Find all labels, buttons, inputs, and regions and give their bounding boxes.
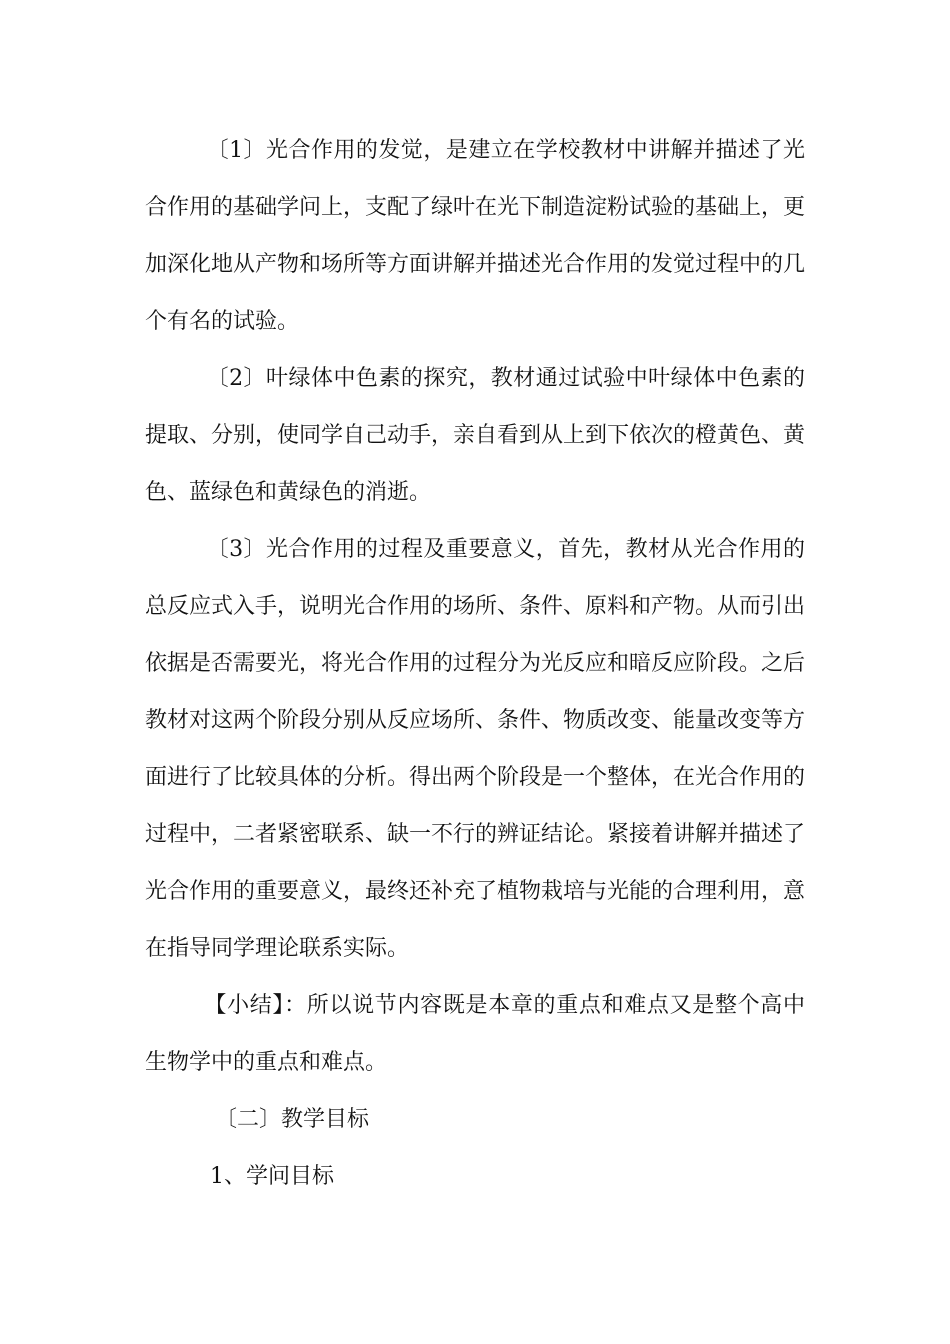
subsection-heading-knowledge-goals: 1、学问目标 [210, 1164, 334, 1189]
paragraph-discovery: 〔1〕光合作用的发觉，是建立在学校教材中讲解并描述了光合作用的基础学问上，支配了绿叶在光下制造淀粉试验的基础上，更加深化地从产物和场所等方面讲解并描述光合作用的发觉过程中的几个有名的试验。 [145, 138, 806, 334]
document-body [145, 122, 805, 1205]
section-heading-teaching-goals: 〔二〕教学目标 [215, 1107, 370, 1132]
paragraph-summary: 【小结】：所以说节内容既是本章的重点和难点又是整个高中生物学中的重点和难点。 [145, 993, 805, 1075]
paragraph-process: 〔3〕光合作用的过程及重要意义，首先，教材从光合作用的总反应式入手，说明光合作用的场所、条件、原料和产物。从而引出依据是否需要光，将光合作用的过程分为光反应和暗反应阶段。之后教材对这两个阶段分别从反应场所、条件、物质改变、能量改变等方面进行了比较具体的分析。得出两个阶段是一个整体，在光合作用的过程中，二者紧密联系、缺一不行的辨证结论。紧接着讲解并描述了光合作用的重要意义，最终还补充了植物栽培与光能的合理利用，意在指导同学理论联系实际。 [145, 537, 806, 961]
paragraph-pigments: 〔2〕叶绿体中色素的探究，教材通过试验中叶绿体中色素的提取、分别，使同学自己动手，亲自看到从上到下依次的橙黄色、黄色、蓝绿色和黄绿色的消逝。 [145, 366, 806, 505]
